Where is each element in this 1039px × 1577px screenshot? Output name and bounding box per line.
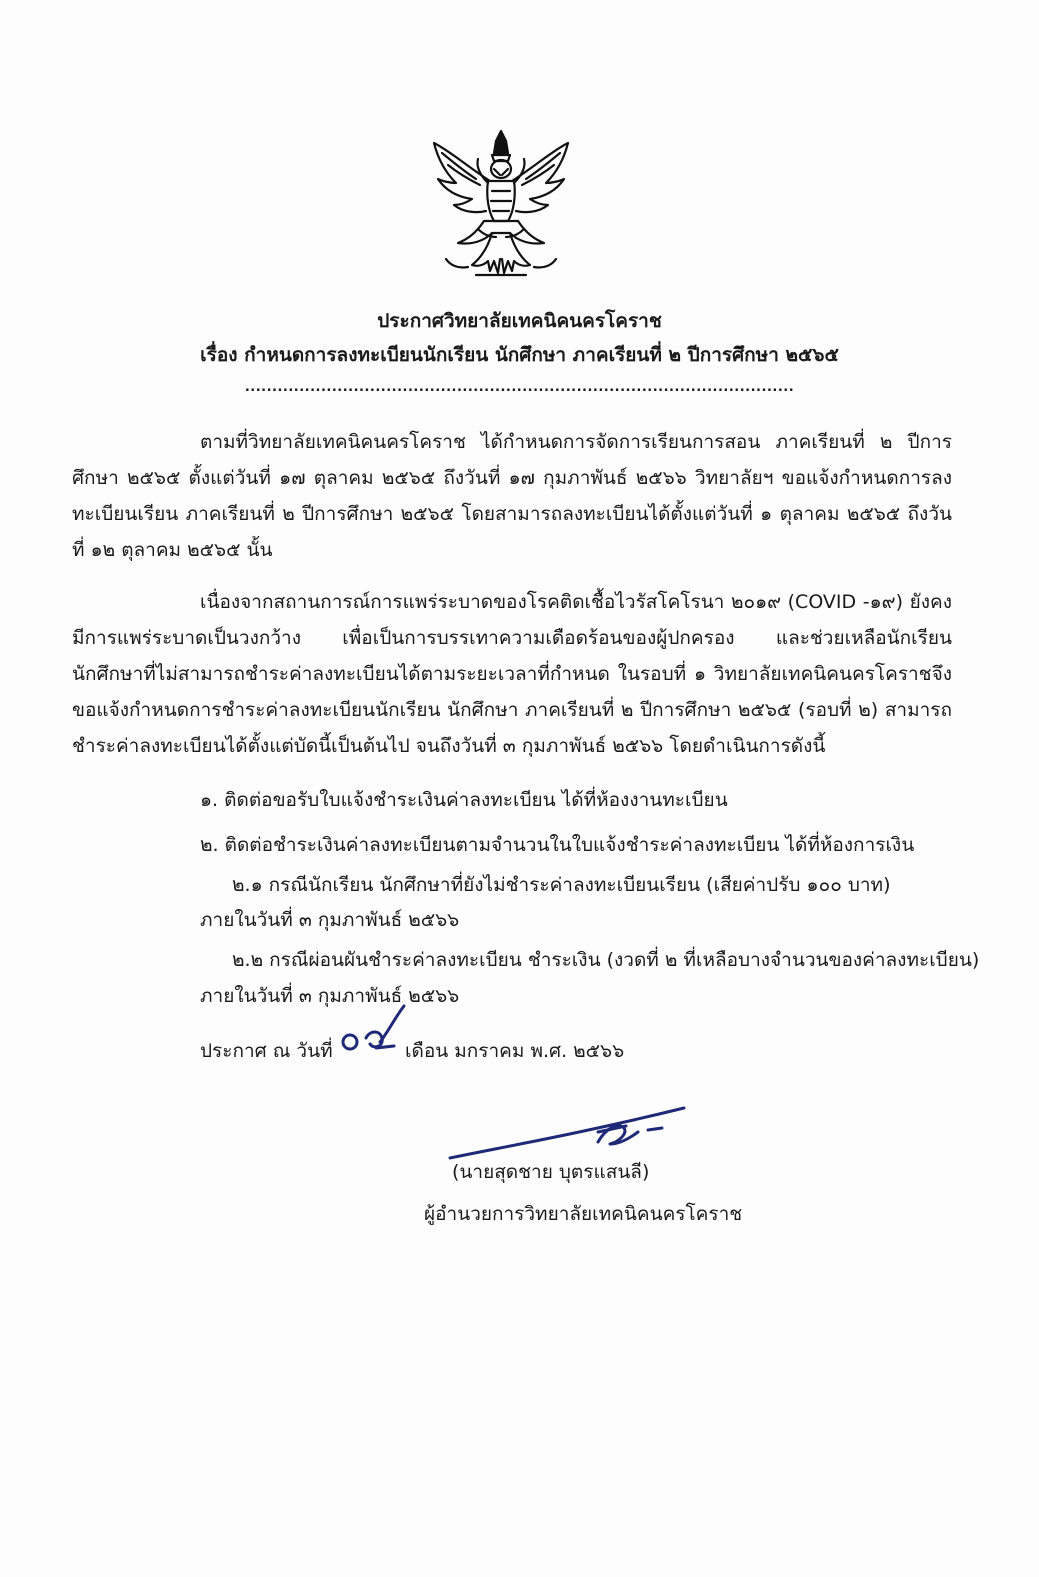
- list-item-2-1: ๒.๑ กรณีนักเรียน นักศึกษาที่ยังไม่ชำระค่าลงทะเบียนเรียน (เสียค่าปรับ ๑๐๐ บาท): [232, 874, 891, 896]
- separator-dots: .....................................................................................................: [244, 380, 795, 395]
- announcement-title: ประกาศวิทยาลัยเทคนิคนครโคราช: [377, 310, 662, 332]
- announce-date-suffix: เดือน มกราคม พ.ศ. ๒๕๖๖: [405, 1040, 625, 1062]
- list-item-1: ๑. ติดต่อขอรับใบแจ้งชำระเงินค่าลงทะเบียน ได้ที่ห้องงานทะเบียน: [200, 789, 728, 811]
- list-item-2-2: ๒.๒ กรณีผ่อนผันชำระค่าลงทะเบียน ชำระเงิน (งวดที่ ๒ ที่เหลือบางจำนวนของค่าลงทะเบียน): [232, 949, 980, 971]
- list-item-2: ๒. ติดต่อชำระเงินค่าลงทะเบียนตามจำนวนในใบแจ้งชำระค่าลงทะเบียน ได้ที่ห้องการเงิน: [200, 834, 915, 856]
- announce-date-prefix: ประกาศ ณ วันที่: [200, 1040, 333, 1062]
- handwritten-day-mark: [336, 1002, 416, 1062]
- announcement-subject: เรื่อง กำหนดการลงทะเบียนนักเรียน นักศึกษา ภาคเรียนที่ ๒ ปีการศึกษา ๒๕๖๕: [200, 344, 839, 366]
- list-item-2-1-due: ภายในวันที่ ๓ กุมภาพันธ์ ๒๕๖๖: [200, 909, 460, 931]
- director-signature: [448, 1098, 692, 1164]
- signatory-position: ผู้อำนวยการวิทยาลัยเทคนิคนครโคราช: [424, 1203, 743, 1225]
- paragraph-2-text: เนื่องจากสถานการณ์การแพร่ระบาดของโรคติดเชื้อไวรัสโคโรนา ๒๐๑๙ (COVID -๑๙) ยังคงมีการแพร่ระบาดเป็นวงกว้าง เพื่อเป็นการบรรเทาความเดือดร้อนของผู้ปกครอง และช่วยเหลือนักเรียน นักศึกษาที่ไม่สามารถชำระค่าลงทะเบียนได้ตามระยะเวลาที่กำหนด ในรอบที่ ๑ วิทยาลัยเทคนิคนครโคราชจึงขอแจ้งกำหนดการชำระค่าลงทะเบียนนักเรียน นักศึกษา ภาคเรียนที่ ๒ ปีการศึกษา ๒๕๖๕ (รอบที่ ๒) สามารถชำระค่าลงทะเบียนได้ตั้งแต่บัดนี้เป็นต้นไป จนถึงวันที่ ๓ กุมภาพันธ์ ๒๕๖๖ โดยดำเนินการดังนี้: [72, 591, 952, 757]
- signatory-name: (นายสุดชาย บุตรแสนลี): [452, 1161, 650, 1183]
- garuda-emblem-icon: [428, 125, 574, 285]
- paragraph-1-text: ตามที่วิทยาลัยเทคนิคนครโคราช ได้กำหนดการจัดการเรียนการสอน ภาคเรียนที่ ๒ ปีการศึกษา ๒๕๖๕ ตั้งแต่วันที่ ๑๗ ตุลาคม ๒๕๖๕ ถึงวันที่ ๑๗ กุมภาพันธ์ ๒๕๖๖ วิทยาลัยฯ ขอแจ้งกำหนดการลงทะเบียนเรียน ภาคเรียนที่ ๒ ปีการศึกษา ๒๕๖๕ โดยสามารถลงทะเบียนได้ตั้งแต่วันที่ ๑ ตุลาคม ๒๕๖๕ ถึงวันที่ ๑๒ ตุลาคม ๒๕๖๕ นั้น: [72, 431, 952, 561]
- list-item-2-2-due: ภายในวันที่ ๓ กุมภาพันธ์ ๒๕๖๖: [200, 985, 460, 1007]
- body-paragraph-1: [72, 424, 952, 568]
- body-paragraph-2: [72, 584, 952, 764]
